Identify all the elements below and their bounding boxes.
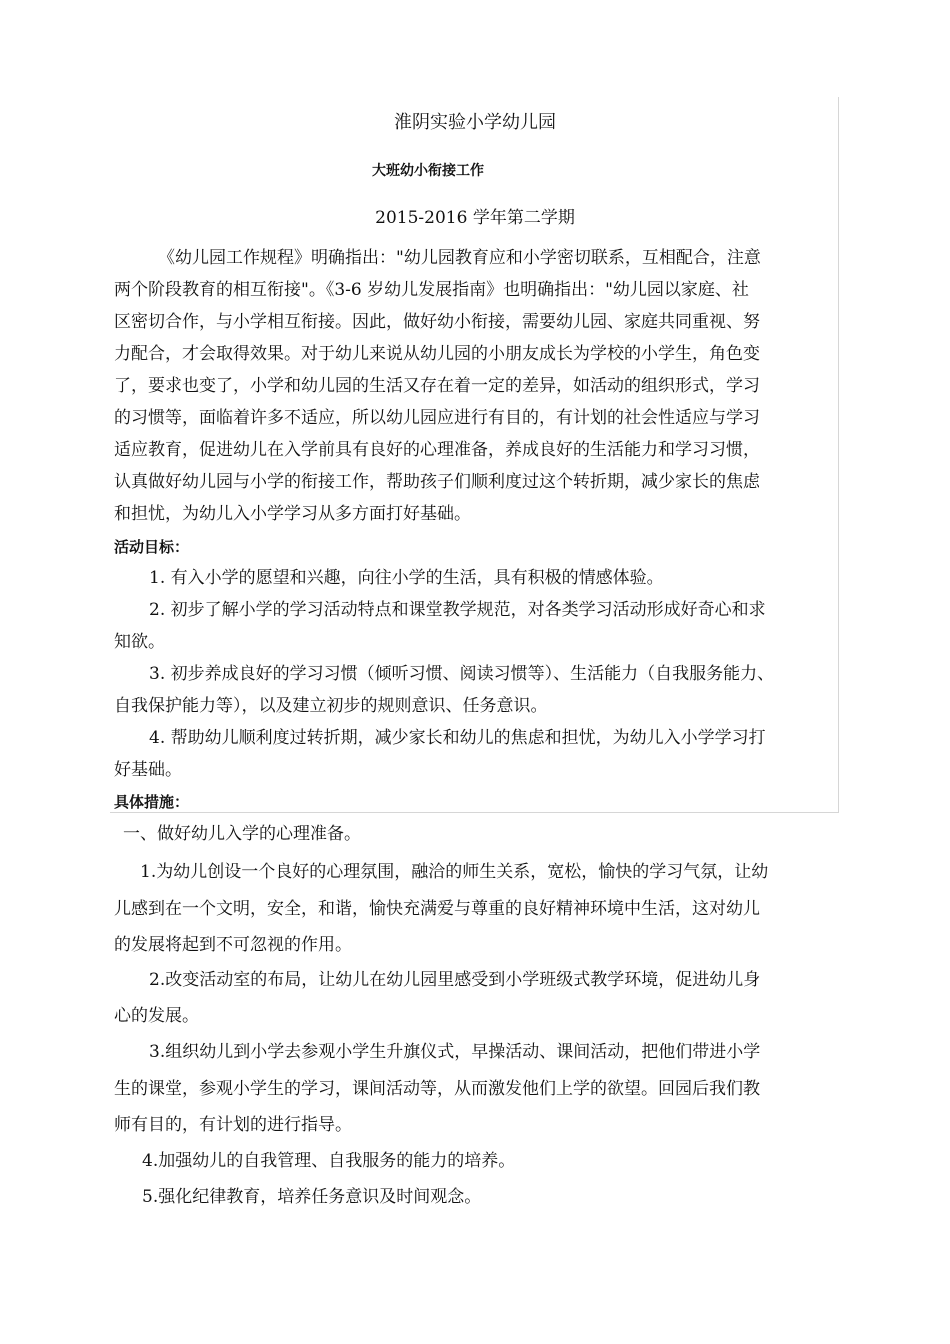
intro-line: 区密切合作，与小学相互衔接。因此，做好幼小衔接，需要幼儿园、家庭共同重视、努	[114, 312, 760, 332]
measure-line: 生的课堂，参观小学生的学习，课间活动等，从而激发他们上学的欲望。回园后我们教	[114, 1079, 760, 1099]
measure-line: 一、做好幼儿入学的心理准备。	[123, 824, 361, 844]
intro-line: 适应教育，促进幼儿在入学前具有良好的心理准备，养成良好的生活能力和学习习惯，	[114, 440, 760, 460]
measure-line: 4.加强幼儿的自我管理、自我服务的能力的培养。	[142, 1151, 516, 1171]
intro-line: 认真做好幼儿园与小学的衔接工作，帮助孩子们顺利度过这个转折期，减少家长的焦虑	[114, 472, 760, 492]
measure-line: 5.强化纪律教育，培养任务意识及时间观念。	[142, 1187, 482, 1207]
goals-heading: 活动目标：	[114, 538, 190, 556]
document-subject: 大班幼小衔接工作	[372, 163, 484, 179]
measure-line: 2.改变活动室的布局，让幼儿在幼儿园里感受到小学班级式教学环境，促进幼儿身	[149, 970, 761, 990]
intro-line: 和担忧，为幼儿入小学学习从多方面打好基础。	[114, 504, 471, 524]
measures-heading: 具体措施：	[114, 793, 190, 811]
goal-line: 4. 帮助幼儿顺利度过转折期，减少家长和幼儿的焦虑和担忧，为幼儿入小学学习打	[149, 728, 766, 748]
measure-line: 心的发展。	[114, 1006, 199, 1026]
measure-line: 1.为幼儿创设一个良好的心理氛围，融洽的师生关系，宽松，愉快的学习气氛，让幼	[140, 862, 769, 882]
term-label: 2015-2016 学年第二学期	[375, 208, 575, 228]
goal-line: 2. 初步了解小学的学习活动特点和课堂教学规范，对各类学习活动形成好奇心和求	[149, 600, 766, 620]
school-title: 淮阴实验小学幼儿园	[394, 112, 556, 133]
measure-line: 3.组织幼儿到小学去参观小学生升旗仪式，早操活动、课间活动，把他们带进小学	[149, 1042, 761, 1062]
goal-line: 好基础。	[114, 760, 182, 780]
measure-line: 的发展将起到不可忽视的作用。	[114, 935, 352, 955]
page-frame-bottom-border	[110, 812, 839, 813]
intro-line: 了，要求也变了，小学和幼儿园的生活又存在着一定的差异，如活动的组织形式，学习	[114, 376, 760, 396]
measure-line: 儿感到在一个文明，安全，和谐，愉快充满爱与尊重的良好精神环境中生活，这对幼儿	[114, 899, 760, 919]
page-frame-right-border	[838, 97, 839, 812]
intro-line: 两个阶段教育的相互衔接"。《3-6 岁幼儿发展指南》也明确指出："幼儿园以家庭、社	[114, 280, 749, 300]
goal-line: 知欲。	[114, 632, 165, 652]
intro-line: 力配合，才会取得效果。对于幼儿来说从幼儿园的小朋友成长为学校的小学生，角色变	[114, 344, 760, 364]
intro-line: 《幼儿园工作规程》明确指出："幼儿园教育应和小学密切联系，互相配合，注意	[158, 248, 761, 268]
goal-line: 1. 有入小学的愿望和兴趣，向往小学的生活，具有积极的情感体验。	[149, 568, 664, 588]
goal-line: 自我保护能力等），以及建立初步的规则意识、任务意识。	[114, 696, 548, 716]
intro-line: 的习惯等，面临着许多不适应，所以幼儿园应进行有目的，有计划的社会性适应与学习	[114, 408, 760, 428]
measure-line: 师有目的，有计划的进行指导。	[114, 1115, 352, 1135]
goal-line: 3. 初步养成良好的学习习惯（倾听习惯、阅读习惯等）、生活能力（自我服务能力、	[149, 664, 775, 684]
